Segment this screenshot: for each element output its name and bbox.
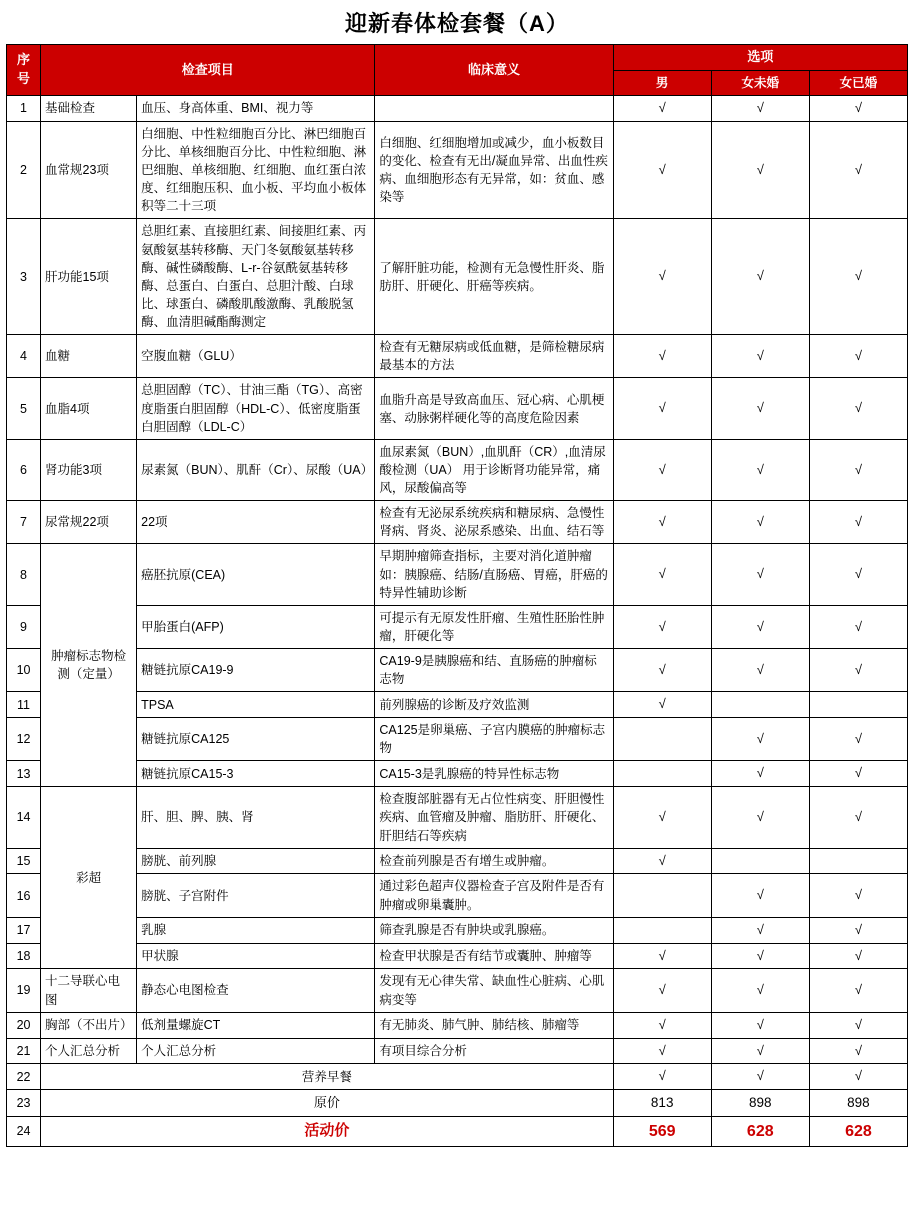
table-row bbox=[7, 544, 908, 605]
row-meaning: 血尿素氮（BUN）,血肌酐（CR）,血清尿酸检测（UA） 用于诊断肾功能异常，痛风，尿酸偏高等 bbox=[375, 439, 613, 500]
row-check-female-married: √ bbox=[809, 787, 907, 848]
row-check-female-single: √ bbox=[711, 335, 809, 378]
breakfast-label: 营养早餐 bbox=[41, 1064, 614, 1090]
row-meaning: 筛查乳腺是否有肿块或乳腺癌。 bbox=[375, 917, 613, 943]
row-check-male: √ bbox=[613, 1064, 711, 1090]
header-item: 检查项目 bbox=[41, 45, 375, 96]
row-check-female-married bbox=[809, 692, 907, 718]
row-check-female-married: √ bbox=[809, 544, 907, 605]
row-check-female-married: √ bbox=[809, 121, 907, 219]
page-title: 迎新春体检套餐（A） bbox=[345, 11, 569, 36]
header-options-group: 选项 bbox=[613, 45, 907, 71]
row-item: 个人汇总分析 bbox=[137, 1038, 375, 1064]
row-item: 空腹血糖（GLU） bbox=[137, 335, 375, 378]
original-price-label: 原价 bbox=[41, 1090, 614, 1117]
row-no: 7 bbox=[7, 501, 41, 544]
table-row-promo-price bbox=[7, 1116, 908, 1146]
row-check-male: √ bbox=[613, 649, 711, 692]
row-check-female-single bbox=[711, 848, 809, 874]
row-check-male: √ bbox=[613, 1012, 711, 1038]
row-check-female-single: √ bbox=[711, 219, 809, 335]
row-no: 21 bbox=[7, 1038, 41, 1064]
table-row bbox=[7, 378, 908, 439]
row-check-female-married: √ bbox=[809, 605, 907, 648]
row-meaning: 检查有无糖尿病或低血糖，是筛检糖尿病最基本的方法 bbox=[375, 335, 613, 378]
table-row bbox=[7, 692, 908, 718]
row-no: 15 bbox=[7, 848, 41, 874]
row-no: 11 bbox=[7, 692, 41, 718]
row-meaning: 通过彩色超声仪器检查子宫及附件是否有肿瘤或卵巢囊肿。 bbox=[375, 874, 613, 917]
row-check-female-single: √ bbox=[711, 874, 809, 917]
row-check-female-single: √ bbox=[711, 1038, 809, 1064]
row-check-female-single: √ bbox=[711, 718, 809, 761]
row-item: 甲胎蛋白(AFP) bbox=[137, 605, 375, 648]
row-no: 24 bbox=[7, 1116, 41, 1146]
row-check-female-married: √ bbox=[809, 917, 907, 943]
header-option-female-married: 女已婚 bbox=[809, 70, 907, 95]
row-no: 18 bbox=[7, 943, 41, 969]
row-item: 癌胚抗原(CEA) bbox=[137, 544, 375, 605]
row-item: 膀胱、子宫附件 bbox=[137, 874, 375, 917]
row-check-male: √ bbox=[613, 544, 711, 605]
row-no: 13 bbox=[7, 761, 41, 787]
row-meaning: 检查前列腺是否有增生或肿瘤。 bbox=[375, 848, 613, 874]
header-option-female-single: 女未婚 bbox=[711, 70, 809, 95]
row-no: 10 bbox=[7, 649, 41, 692]
row-meaning: 有无肺炎、肺气肿、肺结核、肺瘤等 bbox=[375, 1012, 613, 1038]
row-category-group-tumor-markers: 肿瘤标志物检测（定量） bbox=[41, 544, 137, 787]
row-meaning: CA125是卵巢癌、子宫内膜癌的肿瘤标志物 bbox=[375, 718, 613, 761]
row-no: 5 bbox=[7, 378, 41, 439]
table-row bbox=[7, 917, 908, 943]
table-header-row-1 bbox=[7, 45, 908, 71]
table-row bbox=[7, 787, 908, 848]
row-item: 甲状腺 bbox=[137, 943, 375, 969]
row-no: 22 bbox=[7, 1064, 41, 1090]
row-meaning: 可提示有无原发性肝瘤、生殖性胚胎性肿瘤，肝硬化等 bbox=[375, 605, 613, 648]
original-price-male: 813 bbox=[613, 1090, 711, 1117]
table-row bbox=[7, 219, 908, 335]
row-check-male bbox=[613, 917, 711, 943]
row-check-female-single: √ bbox=[711, 787, 809, 848]
row-category: 血常规23项 bbox=[41, 121, 137, 219]
health-package-table bbox=[6, 44, 908, 1147]
row-check-female-single: √ bbox=[711, 501, 809, 544]
row-no: 3 bbox=[7, 219, 41, 335]
row-category: 十二导联心电图 bbox=[41, 969, 137, 1012]
row-check-male: √ bbox=[613, 848, 711, 874]
header-option-male: 男 bbox=[613, 70, 711, 95]
row-no: 19 bbox=[7, 969, 41, 1012]
row-item: 总胆固醇（TC）、甘油三酯（TG）、高密度脂蛋白胆固醇（HDL-C）、低密度脂蛋白胆固醇（LDL-C） bbox=[137, 378, 375, 439]
row-check-female-married bbox=[809, 848, 907, 874]
row-check-female-married: √ bbox=[809, 874, 907, 917]
row-meaning: 检查有无泌尿系统疾病和糖尿病、急慢性肾病、肾炎、泌尿系感染、出血、结石等 bbox=[375, 501, 613, 544]
row-item: 肝、胆、脾、胰、肾 bbox=[137, 787, 375, 848]
row-check-male: √ bbox=[613, 605, 711, 648]
row-check-female-married: √ bbox=[809, 761, 907, 787]
row-check-male: √ bbox=[613, 121, 711, 219]
promo-price-female-married: 628 bbox=[809, 1116, 907, 1146]
table-row bbox=[7, 95, 908, 121]
row-no: 8 bbox=[7, 544, 41, 605]
row-category: 肾功能3项 bbox=[41, 439, 137, 500]
row-meaning: 血脂升高是导致高血压、冠心病、心肌梗塞、动脉粥样硬化等的高度危险因素 bbox=[375, 378, 613, 439]
header-no: 序号 bbox=[7, 45, 41, 96]
row-no: 12 bbox=[7, 718, 41, 761]
row-item: TPSA bbox=[137, 692, 375, 718]
row-check-female-married: √ bbox=[809, 718, 907, 761]
table-row bbox=[7, 439, 908, 500]
row-item: 糖链抗原CA19-9 bbox=[137, 649, 375, 692]
row-check-female-single: √ bbox=[711, 121, 809, 219]
row-no: 20 bbox=[7, 1012, 41, 1038]
table-row bbox=[7, 761, 908, 787]
row-category: 尿常规22项 bbox=[41, 501, 137, 544]
row-check-male: √ bbox=[613, 969, 711, 1012]
row-no: 17 bbox=[7, 917, 41, 943]
row-check-female-single: √ bbox=[711, 439, 809, 500]
row-no: 6 bbox=[7, 439, 41, 500]
row-check-male: √ bbox=[613, 1038, 711, 1064]
row-check-male bbox=[613, 761, 711, 787]
row-check-male: √ bbox=[613, 95, 711, 121]
table-row bbox=[7, 1012, 908, 1038]
header-meaning: 临床意义 bbox=[375, 45, 613, 96]
row-category-group-ultrasound: 彩超 bbox=[41, 787, 137, 969]
table-row bbox=[7, 1038, 908, 1064]
row-check-female-single: √ bbox=[711, 761, 809, 787]
row-check-female-single: √ bbox=[711, 1064, 809, 1090]
row-no: 16 bbox=[7, 874, 41, 917]
table-row bbox=[7, 121, 908, 219]
row-check-female-married: √ bbox=[809, 943, 907, 969]
row-check-female-married: √ bbox=[809, 1064, 907, 1090]
row-check-female-married: √ bbox=[809, 1038, 907, 1064]
row-check-male: √ bbox=[613, 787, 711, 848]
row-meaning: 前列腺癌的诊断及疗效监测 bbox=[375, 692, 613, 718]
row-check-female-married: √ bbox=[809, 969, 907, 1012]
row-meaning: CA15-3是乳腺癌的特异性标志物 bbox=[375, 761, 613, 787]
row-check-male: √ bbox=[613, 335, 711, 378]
row-meaning: 白细胞、红细胞增加或减少，血小板数目的变化、检查有无出/凝血异常、出血性疾病、血细胞形态有无异常，如：贫血、感染等 bbox=[375, 121, 613, 219]
row-check-male: √ bbox=[613, 501, 711, 544]
row-check-female-married: √ bbox=[809, 219, 907, 335]
row-item: 乳腺 bbox=[137, 917, 375, 943]
row-item: 血压、身高体重、BMI、视力等 bbox=[137, 95, 375, 121]
row-check-male: √ bbox=[613, 943, 711, 969]
row-item: 22项 bbox=[137, 501, 375, 544]
row-no: 9 bbox=[7, 605, 41, 648]
row-item: 尿素氮（BUN）、肌酐（Cr）、尿酸（UA） bbox=[137, 439, 375, 500]
row-category: 胸部（不出片） bbox=[41, 1012, 137, 1038]
table-row bbox=[7, 943, 908, 969]
original-price-female-married: 898 bbox=[809, 1090, 907, 1117]
row-no: 14 bbox=[7, 787, 41, 848]
table-body bbox=[7, 95, 908, 1146]
row-category: 血脂4项 bbox=[41, 378, 137, 439]
row-check-female-married: √ bbox=[809, 501, 907, 544]
table-row-breakfast bbox=[7, 1064, 908, 1090]
row-item: 静态心电图检查 bbox=[137, 969, 375, 1012]
table-row bbox=[7, 501, 908, 544]
row-item: 低剂量螺旋CT bbox=[137, 1012, 375, 1038]
row-meaning: 了解肝脏功能，检测有无急慢性肝炎、脂肪肝、肝硬化、肝癌等疾病。 bbox=[375, 219, 613, 335]
row-item: 白细胞、中性粒细胞百分比、淋巴细胞百分比、单核细胞百分比、中性粒细胞、淋巴细胞、单核细胞、红细胞、血红蛋白浓度、红细胞压积、血小板、平均血小板体积等二十三项 bbox=[137, 121, 375, 219]
row-item: 糖链抗原CA125 bbox=[137, 718, 375, 761]
promo-price-label: 活动价 bbox=[41, 1116, 614, 1146]
row-check-female-married: √ bbox=[809, 1012, 907, 1038]
row-check-male: √ bbox=[613, 378, 711, 439]
row-check-male: √ bbox=[613, 692, 711, 718]
table-row bbox=[7, 649, 908, 692]
table-row-original-price bbox=[7, 1090, 908, 1117]
row-check-male bbox=[613, 874, 711, 917]
table-row bbox=[7, 605, 908, 648]
row-check-female-single: √ bbox=[711, 1012, 809, 1038]
promo-price-male: 569 bbox=[613, 1116, 711, 1146]
row-check-female-married: √ bbox=[809, 649, 907, 692]
row-check-female-single: √ bbox=[711, 378, 809, 439]
row-item: 总胆红素、直接胆红素、间接胆红素、丙氨酸氨基转移酶、天门冬氨酸氨基转移酶、碱性磷酸酶、L-r-谷氨酰氨基转移酶、总蛋白、白蛋白、总胆汁酸、白球比、球蛋白、磷酸肌酸激酶、乳酸脱氢酶、血清胆碱酯酶测定 bbox=[137, 219, 375, 335]
row-check-female-married: √ bbox=[809, 378, 907, 439]
row-check-female-single: √ bbox=[711, 943, 809, 969]
row-meaning: 早期肿瘤筛查指标，主要对消化道肿瘤如：胰腺癌、结肠/直肠癌、胃癌，肝癌的特异性辅助诊断 bbox=[375, 544, 613, 605]
row-meaning: 检查甲状腺是否有结节或囊肿、肿瘤等 bbox=[375, 943, 613, 969]
row-no: 1 bbox=[7, 95, 41, 121]
row-check-female-single bbox=[711, 692, 809, 718]
row-item: 膀胱、前列腺 bbox=[137, 848, 375, 874]
row-meaning: 有项目综合分析 bbox=[375, 1038, 613, 1064]
table-row bbox=[7, 874, 908, 917]
row-check-male bbox=[613, 718, 711, 761]
row-no: 23 bbox=[7, 1090, 41, 1117]
row-meaning: 检查腹部脏器有无占位性病变、肝胆慢性疾病、血管瘤及肿瘤、脂肪肝、肝硬化、肝胆结石等疾病 bbox=[375, 787, 613, 848]
row-check-male: √ bbox=[613, 439, 711, 500]
original-price-female-single: 898 bbox=[711, 1090, 809, 1117]
row-category: 肝功能15项 bbox=[41, 219, 137, 335]
row-check-female-married: √ bbox=[809, 335, 907, 378]
row-meaning bbox=[375, 95, 613, 121]
table-row bbox=[7, 848, 908, 874]
table-row bbox=[7, 718, 908, 761]
row-category: 血糖 bbox=[41, 335, 137, 378]
row-check-male: √ bbox=[613, 219, 711, 335]
row-no: 2 bbox=[7, 121, 41, 219]
row-check-female-married: √ bbox=[809, 439, 907, 500]
row-check-female-single: √ bbox=[711, 544, 809, 605]
row-category: 个人汇总分析 bbox=[41, 1038, 137, 1064]
table-header bbox=[7, 45, 908, 96]
row-meaning: 发现有无心律失常、缺血性心脏病、心肌病变等 bbox=[375, 969, 613, 1012]
table-row bbox=[7, 335, 908, 378]
table-row bbox=[7, 969, 908, 1012]
row-check-female-single: √ bbox=[711, 969, 809, 1012]
row-item: 糖链抗原CA15-3 bbox=[137, 761, 375, 787]
row-check-female-single: √ bbox=[711, 95, 809, 121]
row-meaning: CA19-9是胰腺癌和结、直肠癌的肿瘤标志物 bbox=[375, 649, 613, 692]
row-no: 4 bbox=[7, 335, 41, 378]
promo-price-female-single: 628 bbox=[711, 1116, 809, 1146]
row-check-female-single: √ bbox=[711, 649, 809, 692]
row-check-female-married: √ bbox=[809, 95, 907, 121]
row-check-female-single: √ bbox=[711, 605, 809, 648]
row-check-female-single: √ bbox=[711, 917, 809, 943]
row-category: 基础检查 bbox=[41, 95, 137, 121]
